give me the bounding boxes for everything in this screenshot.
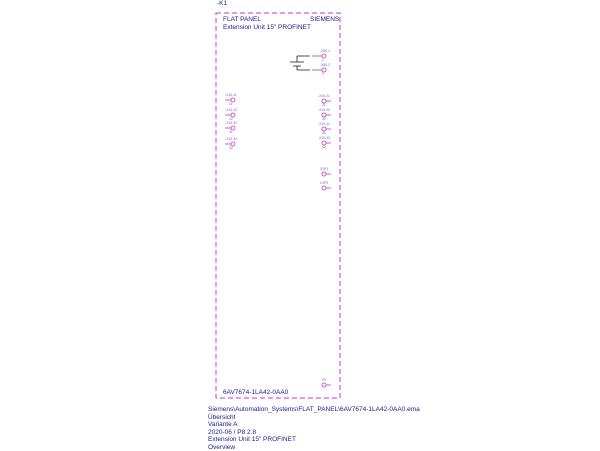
connector-label: -X80.1 bbox=[320, 50, 330, 53]
connector-pin-number: 11 bbox=[229, 103, 233, 106]
connector-label: -X80.2 bbox=[320, 64, 330, 67]
connector-pin-number: 2 bbox=[322, 73, 324, 76]
footer-line: Variante A bbox=[208, 421, 420, 429]
connector-label: -X10.41 bbox=[318, 123, 330, 126]
footer-info bbox=[208, 406, 420, 451]
connector-pin-number: 31 bbox=[229, 131, 233, 134]
connector-label: -X10.32 bbox=[225, 138, 237, 141]
connector-label: -X10.31 bbox=[225, 122, 237, 125]
part-number: 6AV7674-1LA42-0AA0 bbox=[223, 390, 288, 397]
connector-label: -X10.22 bbox=[318, 109, 330, 112]
connector-label: -X10.11 bbox=[225, 94, 237, 97]
connector-label: -X10.21 bbox=[318, 95, 330, 98]
device-title: FLAT PANEL bbox=[223, 17, 261, 24]
connector-pin-number: 21 bbox=[322, 104, 326, 107]
connector-pin-number: 1 bbox=[322, 59, 324, 62]
device-subtitle: Extension Unit 15" PROFINET bbox=[223, 25, 311, 32]
connector-pin-x1p2 bbox=[322, 186, 326, 190]
footer-line: Übersicht bbox=[208, 414, 420, 422]
dc-source-symbol bbox=[290, 56, 310, 70]
connector-label: -X10.12 bbox=[225, 109, 237, 112]
device-frame bbox=[216, 13, 340, 398]
connector-pin-number: 41 bbox=[322, 132, 326, 135]
connector-pin-number: 12 bbox=[229, 118, 233, 121]
connector-label: X1P1 bbox=[320, 168, 328, 171]
connector-pin-number: 32 bbox=[229, 147, 233, 150]
connector-pin-x1p1 bbox=[322, 172, 326, 176]
footer-line: Extension Unit 15" PROFINET bbox=[208, 436, 420, 444]
device-tag: -K1 bbox=[217, 1, 227, 8]
connector-label: X1P2 bbox=[320, 182, 328, 185]
device-brand: SIEMENS bbox=[310, 17, 339, 24]
footer-line: Overview bbox=[208, 444, 420, 451]
footer-line: 2020-06 / P8 2.8 bbox=[208, 429, 420, 437]
connector-label: -X10.42 bbox=[318, 137, 330, 140]
connector-label: PE bbox=[322, 379, 327, 382]
connector-pin-number: 22 bbox=[322, 118, 326, 121]
footer-file-path: Siemens\Automation_Systems\FLAT_PANEL\6AV7674-1LA42-0AA0.ema bbox=[208, 406, 420, 414]
connector-pin-pe bbox=[322, 383, 326, 387]
connector-pin-number: 42 bbox=[322, 146, 326, 149]
